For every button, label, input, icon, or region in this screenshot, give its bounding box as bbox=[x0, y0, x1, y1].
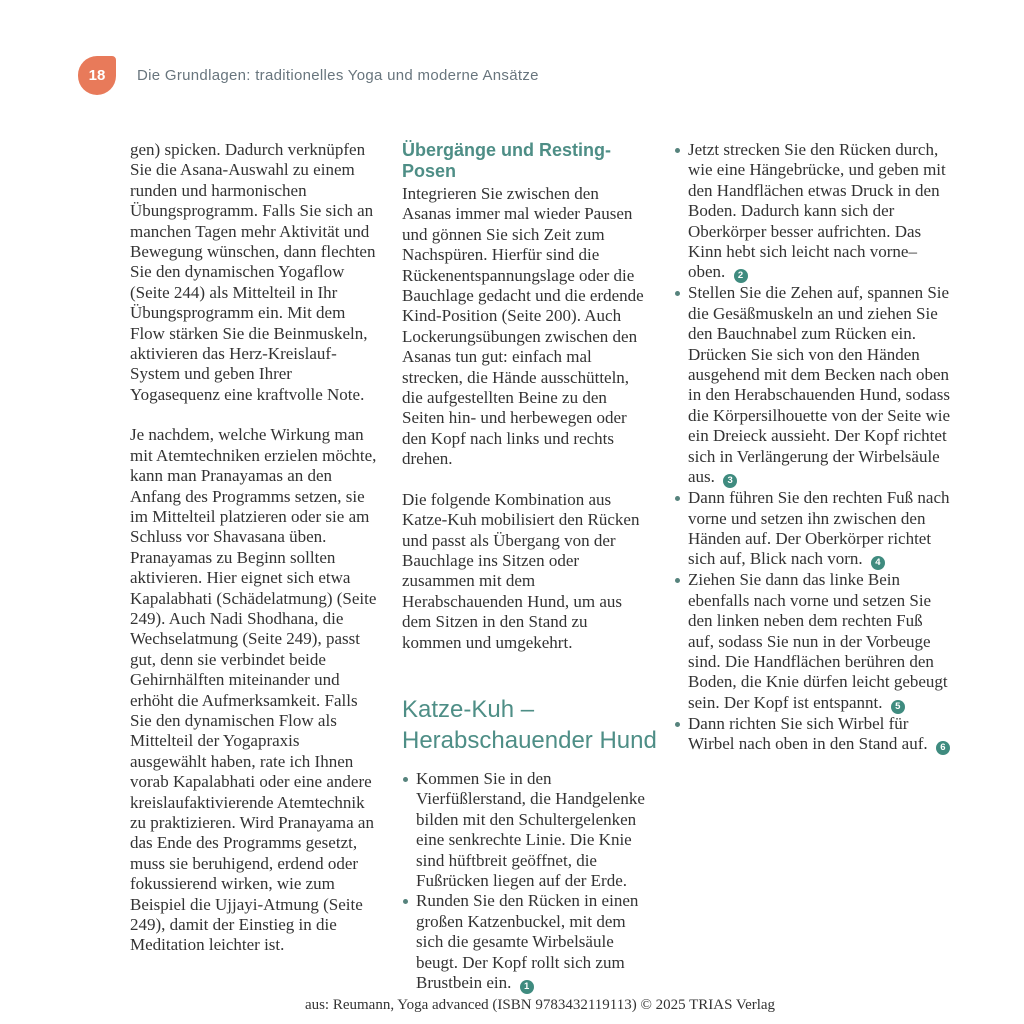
steps-list-left bbox=[402, 769, 650, 994]
exercise-heading: Katze-Kuh – Herabschauender Hund bbox=[402, 695, 657, 754]
bullet-icon bbox=[675, 578, 680, 583]
list-item-text: Kommen Sie in den Vierfüßlerstand, die Handgelenke bilden mit den Schultergelenken eine senkrechte Linie. Die Knie sind hüftbreit geöffnet, die Fußrücken liegen auf der Erde. bbox=[416, 768, 645, 890]
bullet-icon bbox=[675, 722, 680, 727]
text-column-1 bbox=[130, 140, 378, 994]
paragraph: Integrieren Sie zwischen den Asanas immer mal wieder Pausen und gönnen Sie sich Zeit zum Nachspüren. Hierfür sind die Rückenentspannungslage oder die Bauchlage gedacht und die erdende Kind-Position (Seite 200). Auch Lockerungsübungen zwischen den Asanas tun gut: einfach mal strecken, die Hände ausschütteln, die aufgestellten Beine zu den Seiten hin- und herbewegen oder den Kopf nach links und rechts drehen. bbox=[402, 184, 644, 469]
list-item bbox=[674, 283, 950, 488]
step-number-badge: 4 bbox=[871, 556, 885, 570]
list-item bbox=[674, 570, 950, 713]
list-item-text: Dann führen Sie den rechten Fuß nach vorne und setzen ihn zwischen den Händen auf. Der Oberkörper richtet sich auf, Blick nach vorn. bbox=[688, 488, 950, 569]
list-item-text: Jetzt strecken Sie den Rücken durch, wie eine Hängebrücke, und geben mit den Handflächen etwas Druck in den Boden. Dadurch kann sich der Oberkörper besser aufrichten. Das Kinn hebt sich leicht nach vorne–oben. bbox=[688, 140, 946, 282]
bullet-icon bbox=[403, 899, 408, 904]
text-columns bbox=[130, 140, 950, 994]
footer-credit: aus: Reumann, Yoga advanced (ISBN 9783432119113) © 2025 TRIAS Verlag bbox=[304, 997, 776, 1013]
list-item bbox=[674, 140, 950, 283]
list-item-text: Runden Sie den Rücken in einen großen Katzenbuckel, mit dem sich die gesamte Wirbelsäule beugt. Der Kopf rollt sich zum Brustbein ein. bbox=[416, 891, 639, 992]
paragraph: Je nachdem, welche Wirkung man mit Atemtechniken erzielen möchte, kann man Pranayamas an den Anfang des Programms setzen, sie im Mittelteil platzieren oder sie am Schluss vor Shavasana üben. Pranayamas zu Beginn sollten aktivieren. Hier eignet sich etwa Kapalabhati (Schädelatmung) (Seite 249). Auch Nadi Shodhana, die Wechselatmung (Seite 249), passt gut, denn sie verbindet beide Gehirnhälften miteinander und erhöht die Aufmerksamkeit. Falls Sie den dynamischen Flow als Mittelteil der Yogapraxis ausgewählt haben, rate ich Ihnen vorab Kapalabhati oder eine andere kreislaufaktivierende Atemtechnik zu praktizieren. Wird Pranayama an das Ende des Programms gesetzt, muss sie beruhigend, erdend oder fokussierend wirken, wie zum Beispiel die Ujjayi-Atmung (Seite 249), damit der Einstieg in die Meditation leichter ist. bbox=[130, 425, 377, 955]
paragraph: gen) spicken. Dadurch verknüpfen Sie die Asana-Auswahl zu einem runden und harmonischen Übungsprogramm. Falls Sie sich an manchen Tagen mehr Aktivität und Bewegung wünschen, dann flechten Sie den dynamischen Yogaflow (Seite 244) als Mittelteil in Ihr Übungsprogramm ein. Mit dem Flow stärken Sie die Beinmuskeln, aktivieren das Herz-Kreislauf-System und geben Ihrer Yogasequenz eine kraftvolle Note. bbox=[130, 140, 376, 404]
step-number-badge: 3 bbox=[723, 474, 737, 488]
bullet-icon bbox=[675, 291, 680, 296]
step-number-badge: 2 bbox=[734, 269, 748, 283]
page-number-badge bbox=[78, 56, 116, 95]
bullet-icon bbox=[675, 496, 680, 501]
step-number-badge: 5 bbox=[891, 700, 905, 714]
paragraph: Die folgende Kombination aus Katze-Kuh mobilisiert den Rücken und passt als Übergang von der Bauchlage ins Sitzen oder zusammen mit dem Herabschauenden Hund, um aus dem Sitzen in den Stand zu kommen und umgekehrt. bbox=[402, 489, 640, 652]
bullet-icon bbox=[675, 148, 680, 153]
column-2-paragraphs bbox=[402, 184, 650, 653]
list-item-text: Stellen Sie die Zehen auf, spannen Sie die Gesäßmuskeln an und ziehen Sie den Bauchnabel zum Rücken ein. Drücken Sie sich von den Händen ausgehend mit dem Becken nach oben in den Herabschauenden Hund, sodass die Körpersilhouette von der Seite wie ein Dreieck aussieht. Der Kopf richtet sich in Verlängerung der Wirbelsäule aus. bbox=[688, 283, 951, 487]
bullet-icon bbox=[403, 777, 408, 782]
step-number-badge: 6 bbox=[936, 741, 950, 755]
section-heading: Übergänge und Resting-Posen bbox=[402, 140, 612, 181]
column-1-paragraphs bbox=[130, 140, 378, 956]
page-header bbox=[78, 56, 539, 95]
list-item bbox=[674, 488, 950, 570]
steps-list-right bbox=[674, 140, 950, 755]
list-item-text: Dann richten Sie sich Wirbel für Wirbel nach oben in den Stand auf. bbox=[688, 713, 928, 754]
page-number: 18 bbox=[88, 67, 106, 84]
list-item bbox=[402, 769, 650, 891]
text-column-3 bbox=[674, 140, 950, 994]
list-item bbox=[674, 714, 950, 755]
list-item-text: Ziehen Sie dann das linke Bein ebenfalls nach vorne und setzen Sie den linken neben dem rechten Fuß auf, sodass Sie nun in der Vorbeuge sind. Die Handflächen berühren den Boden, die Knie dürfen leicht gebeugt sein. Der Kopf ist entspannt. bbox=[688, 570, 948, 712]
list-item bbox=[402, 891, 650, 994]
step-number-badge: 1 bbox=[520, 980, 534, 994]
running-head: Die Grundlagen: traditionelles Yoga und moderne Ansätze bbox=[137, 67, 539, 84]
text-column-2 bbox=[402, 140, 657, 994]
